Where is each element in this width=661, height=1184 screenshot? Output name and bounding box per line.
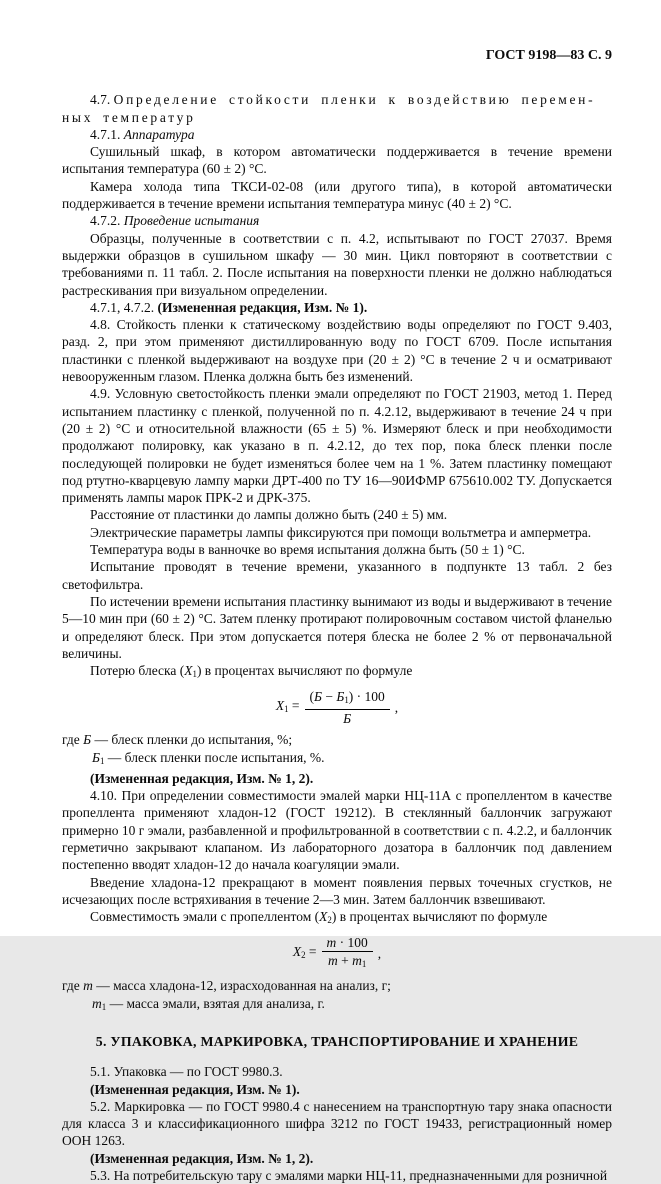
text-run: Совместимость эмали с пропеллентом ( — [90, 909, 320, 925]
text-run: X — [275, 698, 285, 714]
formula-lhs — [293, 943, 317, 964]
formula — [62, 689, 612, 726]
text-run: · 100 — [336, 935, 368, 951]
text-run: Камера холода типа ТКСИ-02-08 (или другого типа), в которой автоматически поддерживается в течение времени испытания температура минус (40 ± 2) °С. — [62, 178, 612, 212]
text-run: m — [326, 935, 337, 951]
text-run: 1 — [99, 755, 105, 766]
formula-legend-line — [62, 749, 612, 770]
text-run: = — [305, 944, 317, 960]
paragraph — [62, 299, 612, 316]
section-heading — [62, 1033, 612, 1050]
paragraph — [62, 874, 612, 909]
text-run: Проведение испытания — [123, 213, 260, 229]
clause-heading — [62, 91, 612, 126]
paragraph — [62, 662, 612, 683]
text-run: Аппаратура — [123, 126, 195, 142]
text-run: Б — [314, 689, 322, 705]
paragraph — [62, 1063, 612, 1080]
text-run: m — [327, 953, 338, 969]
text-run: 4.7.1. — [90, 126, 124, 142]
text-run: 2 — [301, 950, 306, 961]
text-run: 1 — [101, 1001, 107, 1012]
document-body — [62, 91, 612, 1184]
formula-lhs — [276, 697, 300, 718]
fraction — [305, 689, 390, 726]
text-run: Температура воды в ванночке во время испытания должна быть (50 ± 1) °С. — [90, 542, 525, 558]
paragraph — [62, 316, 612, 385]
fraction — [322, 935, 373, 972]
text-run: — масса хладона-12, израсходованная на анализ, г; — [92, 978, 391, 994]
text-run: Испытание проводят в течение времени, указанного в подпункте 13 табл. 2 без светофильтра. — [62, 559, 612, 592]
text-run: Б — [343, 711, 352, 727]
text-run: — блеск пленки после испытания, %. — [104, 749, 325, 765]
text-run: ( — [309, 689, 315, 705]
text-run: Расстояние от пластинки до лампы должно быть (240 ± 5) мм. — [90, 507, 448, 523]
text-run: 1 — [361, 959, 367, 970]
paragraph — [62, 143, 612, 178]
text-run: Б — [336, 689, 345, 705]
fraction-numerator — [322, 935, 373, 952]
text-run: ) · 100 — [348, 689, 385, 705]
paragraph — [62, 126, 612, 143]
formula-legend-line — [62, 995, 612, 1016]
text-run: 4.10. При определении совместимости эмалей марки НЦ-11А с пропеллентом в качестве пропеллента применяют хладон-12 (ГОСТ 19212). В стеклянный баллончик загружают примерно 10 г эмали, разбавленной и профильтрованной в соответствии с п. 4.2.2, и баллончик герметично закрывают клапаном. Из лабораторного дозатора в баллончик под давлением постепенно вводят хладон-12 до начала коагуляции эмали. — [62, 788, 612, 873]
paragraph — [62, 1150, 612, 1167]
text-run: ных температур — [62, 109, 196, 125]
text-run: X — [184, 663, 193, 679]
text-run: 1 — [284, 704, 289, 715]
text-run: где — [62, 732, 84, 748]
paragraph — [62, 593, 612, 662]
text-run: где — [62, 978, 84, 994]
text-run: 2 — [327, 915, 332, 926]
text-run: X — [319, 909, 328, 925]
paragraph — [62, 908, 612, 929]
text-run: m — [352, 953, 362, 969]
text-run: 5. УПАКОВКА, МАРКИРОВКА, ТРАНСПОРТИРОВАНИЕ И ХРАНЕНИЕ — [95, 1033, 579, 1049]
paragraph — [62, 212, 612, 229]
text-run: = — [288, 698, 300, 714]
paragraph — [62, 1098, 612, 1150]
paragraph — [62, 524, 612, 541]
paragraph — [62, 385, 612, 506]
text-run: 4.9. Условную светостойкость пленки эмали определяют по ГОСТ 21903, метод 1. Перед испытанием пластинку с пленкой, полученной по п. 4.2.12, выдерживают в течение 24 ч при (20 ± 2) °С и относительной влажности (65 ± 5) %. Измеряют блеск и при необходимости продолжают полировку, как указано в п. 4.2.12, до тех пор, пока блеск пленки после последующей полировки не будет изменяться более чем на 1 %. Затем пластинку помещают под ртутно-кварцевую лампу марки ДРТ-400 по ТУ 16—90ИФМР 675610.002 ТУ. Допускается применять лампы марок ПРК-2 и ДРК-375. — [62, 386, 612, 506]
paragraph — [62, 541, 612, 558]
formula-legend-line — [62, 731, 612, 748]
text-run: 5.2. Маркировка — по ГОСТ 9980.4 с нанесением на транспортную тару знака опасности для класса 3 и классификационного шифра 3212 по ГОСТ 19433, регистрационный номер ООН 1263. — [62, 1098, 612, 1149]
paragraph — [62, 770, 612, 787]
text-run: 4.7.1, 4.7.2. — [90, 299, 158, 315]
page-header: ГОСТ 9198—83 С. 9 — [485, 48, 612, 63]
fraction-numerator — [305, 689, 390, 710]
text-run: 5.1. Упаковка — по ГОСТ 9980.3. — [90, 1064, 283, 1080]
paragraph — [62, 558, 612, 593]
paragraph — [62, 787, 612, 873]
text-run: — блеск пленки до испытания, %; — [91, 732, 293, 748]
text-run: Определение стойкости пленки к воздействию перемен- — [113, 92, 596, 108]
text-run: (Измененная редакция, Изм. № 1, 2). — [90, 770, 314, 786]
text-run: 5.3. На потребительскую тару с эмалями марки НЦ-11, предназначенными для розничной — [90, 1168, 608, 1184]
text-run: ) в процентах вычисляют по формуле — [331, 909, 548, 925]
text-run: m — [83, 978, 93, 994]
text-run: Б — [83, 732, 92, 748]
paragraph — [62, 178, 612, 213]
text-run: Введение хладона-12 прекращают в момент появления первых точечных сгустков, не исчезающих после встряхивания в течение 2—3 мин. Затем баллончик взвешивают. — [62, 874, 612, 907]
paragraph — [62, 230, 612, 299]
text-run: Сушильный шкаф, в котором автоматически поддерживается в течение времени испытания температура (60 ± 2) °С. — [62, 144, 612, 177]
text-run: 1 — [344, 695, 349, 706]
text-run: (Измененная редакция, Изм. № 1). — [90, 1081, 300, 1097]
formula-legend-line — [62, 977, 612, 994]
text-run: X — [292, 944, 302, 960]
text-run: − — [322, 689, 337, 705]
text-run: По истечении времени испытания пластинку вынимают из воды и выдерживают в течение 5—10 мин при (60 ± 2) °С. Затем пленку протирают полировочным составом чистой фланелью и определяют блеск. При этом допускается потеря блеска не более 2 % от первоначальной величины. — [62, 593, 612, 661]
fraction-denominator — [343, 710, 351, 726]
text-run: 1 — [192, 669, 197, 680]
paragraph — [62, 1167, 612, 1184]
text-run: ) в процентах вычисляют по формуле — [196, 663, 413, 679]
text-run: 4.8. Стойкость пленки к статическому воздействию воды определяют по ГОСТ 9.403, разд. 2, при этом применяют дистиллированную воду по ГОСТ 6709. После испытания пластинки с пленкой выдерживают на воздухе при (20 ± 2) °С в течение 2 ч и осматривают невооруженным глазом. Пленка должна быть без изменений. — [62, 317, 612, 385]
formula — [62, 935, 612, 972]
text-run: (Измененная редакция, Изм. № 1, 2). — [90, 1150, 314, 1166]
text-run: Потерю блеска ( — [90, 663, 185, 679]
text-run: m — [92, 995, 102, 1011]
fraction-denominator — [328, 952, 366, 972]
text-run: Б — [92, 749, 100, 765]
text-run: + — [337, 953, 353, 969]
text-run: 4.7.2. — [90, 213, 124, 229]
text-run: Электрические параметры лампы фиксируются при помощи вольтметра и амперметра. — [90, 524, 592, 540]
paragraph — [62, 506, 612, 523]
formula-tail: , — [394, 700, 399, 716]
text-run: (Измененная редакция, Изм. № 1). — [157, 299, 368, 315]
text-run: — масса эмали, взятая для анализа, г. — [106, 995, 325, 1011]
paragraph — [62, 1081, 612, 1098]
text-run: 4.7. — [90, 92, 114, 108]
formula-tail: , — [377, 946, 382, 962]
text-run: Образцы, полученные в соответствии с п. 4.2, испытывают по ГОСТ 27037. Время выдержки образцов в сушильном шкафу — 30 мин. Цикл повторяют в соответствии с требованиями п. 11 табл. 2. После испытания на поверхности пленки не должно наблюдаться растрескивания при визуальном определении. — [62, 230, 612, 298]
